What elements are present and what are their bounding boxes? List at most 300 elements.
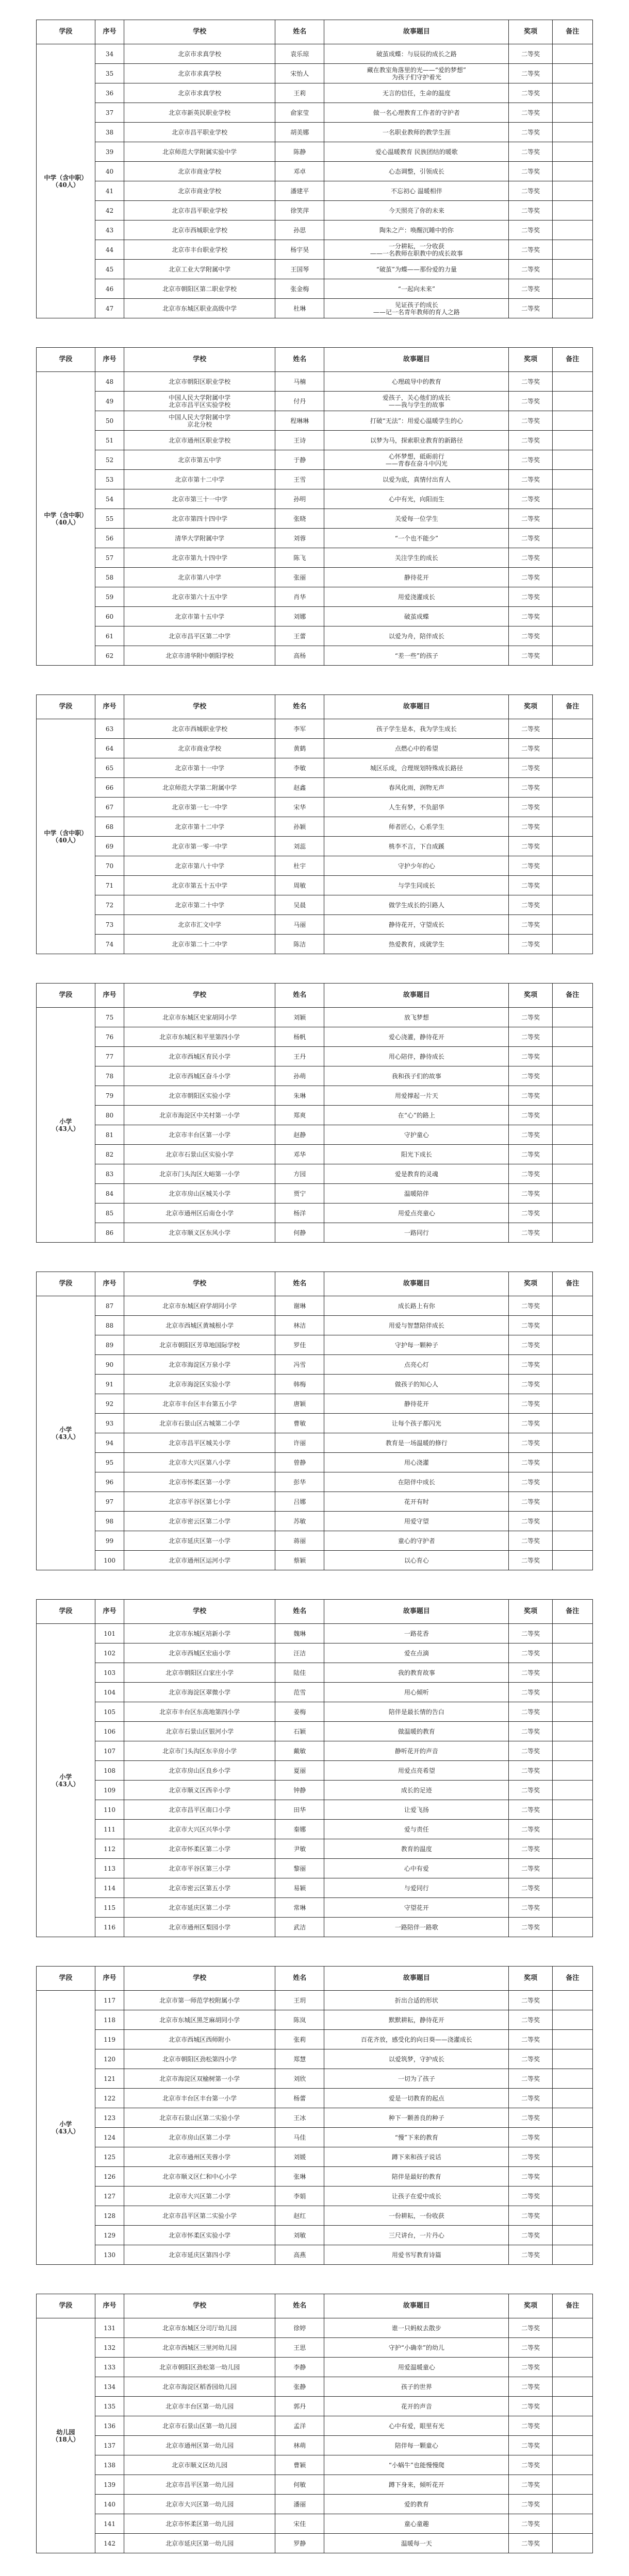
header-award: 奖项 — [509, 2294, 553, 2318]
title-cell: 让每个孩子都闪光 — [324, 1414, 509, 1433]
note-cell — [552, 83, 592, 103]
award-cell: 二等奖 — [509, 798, 553, 817]
table-row — [37, 1375, 593, 1394]
note-cell — [552, 299, 592, 318]
award-cell: 二等奖 — [509, 1164, 553, 1184]
name-cell: 孟洋 — [275, 2416, 324, 2436]
title-cell: 点燃心中的希望 — [324, 739, 509, 758]
note-cell — [552, 798, 592, 817]
school-cell: 北京市求真学校 — [124, 64, 275, 83]
header-title: 故事题目 — [324, 695, 509, 719]
school-cell: 北京市第十二中学 — [124, 817, 275, 837]
table-row — [37, 1624, 593, 1643]
title-cell: 陶朱之产：唤醒沉睡中的你 — [324, 221, 509, 240]
num-cell: 75 — [95, 1008, 124, 1027]
award-cell: 二等奖 — [509, 2534, 553, 2553]
num-cell: 112 — [95, 1839, 124, 1859]
header-school: 学校 — [124, 1600, 275, 1624]
note-cell — [552, 44, 592, 64]
award-cell: 二等奖 — [509, 1335, 553, 1355]
title-cell: 心中有光，向阳而生 — [324, 489, 509, 509]
title-cell: 蹲下身来，倾听花开 — [324, 2475, 509, 2495]
name-cell: 黎丽 — [275, 1859, 324, 1878]
title-cell: 一份耕耘，一份收获 — [324, 2206, 509, 2226]
school-cell: 北京市通州区第一幼儿园 — [124, 2436, 275, 2455]
title-cell: 用爱与智慧陪伴成长 — [324, 1316, 509, 1335]
note-cell — [552, 1335, 592, 1355]
num-cell: 79 — [95, 1086, 124, 1106]
note-cell — [552, 1643, 592, 1663]
num-cell: 92 — [95, 1394, 124, 1414]
name-cell: 付丹 — [275, 392, 324, 411]
num-cell: 107 — [95, 1741, 124, 1761]
num-cell: 48 — [95, 372, 124, 392]
title-cell: 在“心”的路上 — [324, 1106, 509, 1125]
school-cell: 北京市西城区宏庙小学 — [124, 1643, 275, 1663]
award-cell: 二等奖 — [509, 1741, 553, 1761]
title-cell: 成长的足迹 — [324, 1781, 509, 1800]
title-cell: 不忘初心 温暖相伴 — [324, 181, 509, 201]
award-cell: 二等奖 — [509, 1702, 553, 1722]
school-cell: 北京市昌平区城关小学 — [124, 1433, 275, 1453]
document-page — [36, 328, 593, 675]
table-row — [37, 1918, 593, 1937]
table-row — [37, 509, 593, 529]
title-cell: 破茧成蝶：与辰辰的成长之路 — [324, 44, 509, 64]
num-cell: 88 — [95, 1316, 124, 1335]
table-row — [37, 123, 593, 142]
award-cell: 二等奖 — [509, 1991, 553, 2010]
header-award: 奖项 — [509, 1272, 553, 1296]
table-row — [37, 607, 593, 626]
num-cell: 94 — [95, 1433, 124, 1453]
header-note: 备注 — [552, 695, 592, 719]
num-cell: 139 — [95, 2475, 124, 2495]
title-cell: 用心倾听 — [324, 1683, 509, 1702]
num-cell: 105 — [95, 1702, 124, 1722]
school-cell: 北京市第六十五中学 — [124, 587, 275, 607]
name-cell: 郭丹 — [275, 2397, 324, 2416]
note-cell — [552, 2069, 592, 2089]
num-cell: 62 — [95, 646, 124, 666]
name-cell: 徐婷 — [275, 2318, 324, 2338]
note-cell — [552, 1761, 592, 1781]
title-cell: 与学生同成长 — [324, 876, 509, 895]
award-cell: 二等奖 — [509, 1453, 553, 1472]
header-school: 学校 — [124, 20, 275, 44]
award-cell: 二等奖 — [509, 1918, 553, 1937]
num-cell: 43 — [95, 221, 124, 240]
award-table — [36, 20, 593, 318]
num-cell: 140 — [95, 2495, 124, 2514]
award-cell: 二等奖 — [509, 1296, 553, 1316]
num-cell: 122 — [95, 2089, 124, 2108]
title-cell: 心中有爱，眼里有光 — [324, 2416, 509, 2436]
award-cell: 二等奖 — [509, 2455, 553, 2475]
note-cell — [552, 568, 592, 587]
title-cell: “慢”下来的教育 — [324, 2128, 509, 2147]
note-cell — [552, 1859, 592, 1878]
award-cell: 二等奖 — [509, 2010, 553, 2030]
table-row — [37, 1839, 593, 1859]
header-stage: 学段 — [37, 348, 95, 372]
num-cell: 129 — [95, 2226, 124, 2245]
school-cell: 北京市大兴区第八小学 — [124, 1453, 275, 1472]
school-cell: 北京市丰台区第一幼儿园 — [124, 2397, 275, 2416]
title-cell: “破茧”为蝶——那份爱的力量 — [324, 260, 509, 279]
name-cell: 杨帆 — [275, 1027, 324, 1047]
note-cell — [552, 450, 592, 470]
school-cell: 北京市石景山区第一幼儿园 — [124, 2416, 275, 2436]
school-cell: 北京市大兴区兴华小学 — [124, 1820, 275, 1839]
award-cell: 二等奖 — [509, 470, 553, 489]
num-cell: 127 — [95, 2187, 124, 2206]
award-cell: 二等奖 — [509, 1066, 553, 1086]
table-row — [37, 817, 593, 837]
table-row — [37, 1086, 593, 1106]
award-cell: 二等奖 — [509, 2495, 553, 2514]
note-cell — [552, 1204, 592, 1223]
note-cell — [552, 201, 592, 221]
award-cell: 二等奖 — [509, 876, 553, 895]
table-row — [37, 162, 593, 181]
note-cell — [552, 1702, 592, 1722]
header-note: 备注 — [552, 20, 592, 44]
school-cell: 北京市丰台区丰台第一小学 — [124, 2089, 275, 2108]
table-row — [37, 411, 593, 431]
table-row — [37, 915, 593, 935]
num-cell: 86 — [95, 1223, 124, 1243]
note-cell — [552, 1414, 592, 1433]
school-cell: 北京市丰台区第一小学 — [124, 1125, 275, 1145]
name-cell: 郑爽 — [275, 1106, 324, 1125]
award-cell: 二等奖 — [509, 1722, 553, 1741]
table-row — [37, 392, 593, 411]
num-cell: 40 — [95, 162, 124, 181]
table-row — [37, 1702, 593, 1722]
title-cell: 让爱飞扬 — [324, 1800, 509, 1820]
name-cell: 孙颖 — [275, 817, 324, 837]
award-cell: 二等奖 — [509, 587, 553, 607]
school-cell: 北京市汇文中学 — [124, 915, 275, 935]
name-cell: 王丹 — [275, 1047, 324, 1066]
award-cell: 二等奖 — [509, 2108, 553, 2128]
title-cell: 心态调整，引领成长 — [324, 162, 509, 181]
title-cell: 爱心温暖教育 民族团结的暖歌 — [324, 142, 509, 162]
award-cell: 二等奖 — [509, 2318, 553, 2338]
table-row — [37, 470, 593, 489]
award-cell: 二等奖 — [509, 2069, 553, 2089]
num-cell: 36 — [95, 83, 124, 103]
title-cell: 一分耕耘，一分收获 ——一名教师在职教中的成长故事 — [324, 240, 509, 260]
title-cell: 一路花香 — [324, 1624, 509, 1643]
school-cell: 北京市通州区梨园小学 — [124, 1918, 275, 1937]
num-cell: 81 — [95, 1125, 124, 1145]
award-cell: 二等奖 — [509, 64, 553, 83]
title-cell: 用爱浇灌成长 — [324, 587, 509, 607]
note-cell — [552, 1624, 592, 1643]
num-cell: 120 — [95, 2049, 124, 2069]
table-row — [37, 778, 593, 798]
award-cell: 二等奖 — [509, 1820, 553, 1839]
school-cell: 北京市海淀区中关村第一小学 — [124, 1106, 275, 1125]
name-cell: 俞家莹 — [275, 103, 324, 123]
title-cell: 种下一颗善良的种子 — [324, 2108, 509, 2128]
name-cell: 袁乐琼 — [275, 44, 324, 64]
name-cell: 吕娜 — [275, 1492, 324, 1512]
school-cell: 北京市房山区城关小学 — [124, 1184, 275, 1204]
note-cell — [552, 1394, 592, 1414]
table-row — [37, 1781, 593, 1800]
title-cell: 爱是一切教育的起点 — [324, 2089, 509, 2108]
header-award: 奖项 — [509, 348, 553, 372]
award-cell: 二等奖 — [509, 758, 553, 778]
table-row — [37, 1066, 593, 1086]
num-cell: 70 — [95, 856, 124, 876]
name-cell: 程琳琳 — [275, 411, 324, 431]
award-cell: 二等奖 — [509, 1512, 553, 1531]
header-name: 姓名 — [275, 695, 324, 719]
title-cell: 静待花开，守望成长 — [324, 915, 509, 935]
name-cell: 马佳 — [275, 2128, 324, 2147]
name-cell: 王玥 — [275, 1991, 324, 2010]
title-cell: 城区乐成，合理规划特殊成长路径 — [324, 758, 509, 778]
note-cell — [552, 2245, 592, 2265]
num-cell: 67 — [95, 798, 124, 817]
table-row — [37, 2128, 593, 2147]
note-cell — [552, 489, 592, 509]
note-cell — [552, 1741, 592, 1761]
table-row — [37, 1683, 593, 1702]
table-header-row — [37, 1967, 593, 1991]
school-cell: 北京市昌平区第一幼儿园 — [124, 2475, 275, 2495]
table-row — [37, 1125, 593, 1145]
award-cell: 二等奖 — [509, 1472, 553, 1492]
name-cell: 王诗 — [275, 431, 324, 450]
table-row — [37, 626, 593, 646]
table-row — [37, 1027, 593, 1047]
school-cell: 北京市昌平区第二实验小学 — [124, 2206, 275, 2226]
table-row — [37, 587, 593, 607]
name-cell: 唐颖 — [275, 1394, 324, 1414]
award-cell: 二等奖 — [509, 1433, 553, 1453]
award-cell: 二等奖 — [509, 1624, 553, 1643]
header-num: 序号 — [95, 984, 124, 1008]
note-cell — [552, 1453, 592, 1472]
title-cell: 百花齐放，感受化的向日葵——浇灌成长 — [324, 2030, 509, 2049]
school-cell: 北京市密云区第五小学 — [124, 1878, 275, 1898]
header-note: 备注 — [552, 1600, 592, 1624]
table-row — [37, 1106, 593, 1125]
school-cell: 北京市海淀区翠微小学 — [124, 1683, 275, 1702]
title-cell: 师者匠心，心系学生 — [324, 817, 509, 837]
table-row — [37, 1316, 593, 1335]
title-cell: 蹲下来和孩子说话 — [324, 2147, 509, 2167]
num-cell: 115 — [95, 1898, 124, 1918]
header-award: 奖项 — [509, 20, 553, 44]
note-cell — [552, 2436, 592, 2455]
name-cell: 高杨 — [275, 646, 324, 666]
name-cell: 宋佳 — [275, 2514, 324, 2534]
num-cell: 34 — [95, 44, 124, 64]
award-cell: 二等奖 — [509, 1531, 553, 1551]
header-title: 故事题目 — [324, 348, 509, 372]
table-header-row — [37, 984, 593, 1008]
award-cell: 二等奖 — [509, 2049, 553, 2069]
school-cell: 中国人民大学附属中学 北京市昌平区实验学校 — [124, 392, 275, 411]
title-cell: 陪伴是最好的教育 — [324, 2167, 509, 2187]
award-cell: 二等奖 — [509, 2226, 553, 2245]
note-cell — [552, 123, 592, 142]
name-cell: 孙萌 — [275, 1066, 324, 1086]
school-cell: 北京市第十一中学 — [124, 758, 275, 778]
table-header-row — [37, 695, 593, 719]
num-cell: 125 — [95, 2147, 124, 2167]
name-cell: 林洁 — [275, 1316, 324, 1335]
title-cell: 守护少年的心 — [324, 856, 509, 876]
num-cell: 87 — [95, 1296, 124, 1316]
school-cell: 北京市求真学校 — [124, 83, 275, 103]
name-cell: 孙思 — [275, 221, 324, 240]
header-school: 学校 — [124, 1272, 275, 1296]
award-cell: 二等奖 — [509, 299, 553, 318]
note-cell — [552, 2338, 592, 2358]
table-row — [37, 1643, 593, 1663]
title-cell: 成长路上有你 — [324, 1296, 509, 1316]
school-cell: 北京市怀柔区第一小学 — [124, 1472, 275, 1492]
table-row — [37, 1878, 593, 1898]
table-row — [37, 103, 593, 123]
table-row — [37, 1898, 593, 1918]
name-cell: 张丽 — [275, 568, 324, 587]
note-cell — [552, 1531, 592, 1551]
award-cell: 二等奖 — [509, 1414, 553, 1433]
table-row — [37, 279, 593, 299]
num-cell: 124 — [95, 2128, 124, 2147]
name-cell: 黄鹤 — [275, 739, 324, 758]
header-name: 姓名 — [275, 348, 324, 372]
name-cell: 宋华 — [275, 798, 324, 817]
award-cell: 二等奖 — [509, 2475, 553, 2495]
note-cell — [552, 935, 592, 954]
name-cell: 宋怡人 — [275, 64, 324, 83]
school-cell: 北京市石景山区银河小学 — [124, 1722, 275, 1741]
award-cell: 二等奖 — [509, 817, 553, 837]
school-cell: 北京市西城区奋斗小学 — [124, 1066, 275, 1086]
title-cell: 以爱为底，真情付出育人 — [324, 470, 509, 489]
name-cell: 夏丽 — [275, 1761, 324, 1781]
num-cell: 103 — [95, 1663, 124, 1683]
table-row — [37, 2030, 593, 2049]
award-cell: 二等奖 — [509, 1106, 553, 1125]
title-cell: 爱心浇灌，静待花开 — [324, 1027, 509, 1047]
name-cell: 罗静 — [275, 2534, 324, 2553]
num-cell: 117 — [95, 1991, 124, 2010]
table-row — [37, 739, 593, 758]
num-cell: 123 — [95, 2108, 124, 2128]
award-cell: 二等奖 — [509, 123, 553, 142]
header-title: 故事题目 — [324, 2294, 509, 2318]
name-cell: 魏琳 — [275, 1624, 324, 1643]
note-cell — [552, 2030, 592, 2049]
note-cell — [552, 181, 592, 201]
note-cell — [552, 221, 592, 240]
num-cell: 99 — [95, 1531, 124, 1551]
award-cell: 二等奖 — [509, 1394, 553, 1414]
award-cell: 二等奖 — [509, 221, 553, 240]
name-cell: 田华 — [275, 1800, 324, 1820]
num-cell: 65 — [95, 758, 124, 778]
note-cell — [552, 372, 592, 392]
title-cell: 一名职业教师的教学生涯 — [324, 123, 509, 142]
name-cell: 苏敏 — [275, 1512, 324, 1531]
school-cell: 北京市大兴区第二小学 — [124, 2187, 275, 2206]
table-row — [37, 2495, 593, 2514]
title-cell: 热爱教育，成就学生 — [324, 935, 509, 954]
table-row — [37, 529, 593, 548]
school-cell: 北京市第二十二中学 — [124, 935, 275, 954]
table-row — [37, 2147, 593, 2167]
title-cell: 教育是一场温暖的修行 — [324, 1433, 509, 1453]
title-cell: 点亮心灯 — [324, 1355, 509, 1375]
award-cell: 二等奖 — [509, 260, 553, 279]
name-cell: 刘敏 — [275, 2226, 324, 2245]
title-cell: 谁一只蚂蚁去散步 — [324, 2318, 509, 2338]
stage-cell: 小学 （43人） — [37, 1991, 95, 2265]
name-cell: 罗佳 — [275, 1335, 324, 1355]
header-title: 故事题目 — [324, 1600, 509, 1624]
name-cell: 刘欣 — [275, 2069, 324, 2089]
award-cell: 二等奖 — [509, 450, 553, 470]
award-cell: 二等奖 — [509, 1125, 553, 1145]
header-num: 序号 — [95, 20, 124, 44]
award-table — [36, 1599, 593, 1937]
school-cell: 北京市清华附中朝阳学校 — [124, 646, 275, 666]
note-cell — [552, 1492, 592, 1512]
award-cell: 二等奖 — [509, 2030, 553, 2049]
num-cell: 95 — [95, 1453, 124, 1472]
header-school: 学校 — [124, 2294, 275, 2318]
award-cell: 二等奖 — [509, 778, 553, 798]
school-cell: 北京市第一零一中学 — [124, 837, 275, 856]
num-cell: 54 — [95, 489, 124, 509]
name-cell: 郑慧 — [275, 2049, 324, 2069]
document-page — [36, 1252, 593, 1580]
table-row — [37, 798, 593, 817]
table-row — [37, 876, 593, 895]
school-cell: 北京市通州区运河小学 — [124, 1551, 275, 1570]
name-cell: 马楠 — [275, 372, 324, 392]
num-cell: 104 — [95, 1683, 124, 1702]
school-cell: 北京市平谷区第七小学 — [124, 1492, 275, 1512]
school-cell: 北京市丰台区东高地第四小学 — [124, 1702, 275, 1722]
title-cell: 守护“小确幸”的幼儿 — [324, 2338, 509, 2358]
num-cell: 53 — [95, 470, 124, 489]
note-cell — [552, 1800, 592, 1820]
award-cell: 二等奖 — [509, 548, 553, 568]
name-cell: 刘颖 — [275, 1008, 324, 1027]
name-cell: 张琳 — [275, 2167, 324, 2187]
name-cell: 杜宇 — [275, 856, 324, 876]
title-cell: 我的教育故事 — [324, 1663, 509, 1683]
school-cell: 北京市第一七一中学 — [124, 798, 275, 817]
table-row — [37, 260, 593, 279]
title-cell: 见证孩子的成长 ——记一名青年教师的育人之路 — [324, 299, 509, 318]
school-cell: 北京市西城区黄城根小学 — [124, 1316, 275, 1335]
school-cell: 北京市怀柔区第二小学 — [124, 1839, 275, 1859]
note-cell — [552, 2049, 592, 2069]
title-cell: 破茧成蝶 — [324, 607, 509, 626]
